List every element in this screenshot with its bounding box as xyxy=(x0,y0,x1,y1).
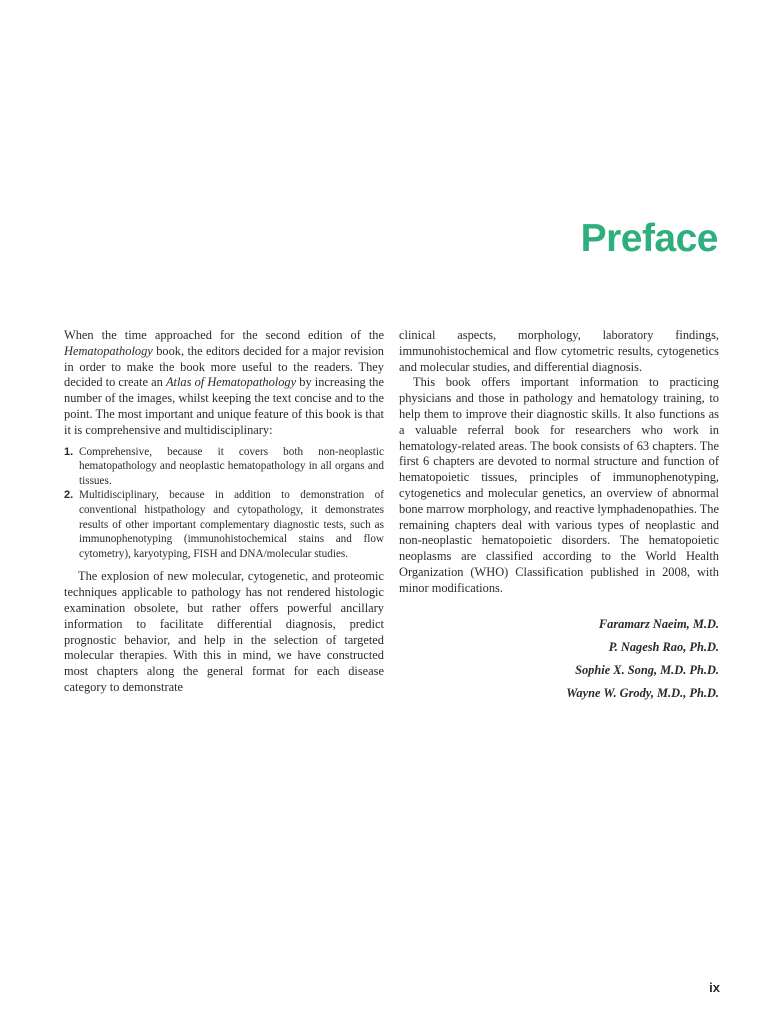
page-title: Preface xyxy=(580,217,718,261)
signature: P. Nagesh Rao, Ph.D. xyxy=(608,639,719,654)
signature-block xyxy=(399,613,719,705)
intro-paragraph xyxy=(64,328,384,439)
page-number: ix xyxy=(709,980,720,995)
list-item xyxy=(64,488,384,561)
list-item xyxy=(64,445,384,489)
intro-text-c: book, the editors decided for a major revision in order to make the book more useful to the readers. They decided to create an xyxy=(64,343,384,390)
left-column xyxy=(64,328,384,696)
signature: Sophie X. Song, M.D. Ph.D. xyxy=(575,662,719,677)
list-item-number: 2. xyxy=(64,489,74,502)
signature: Wayne W. Grody, M.D., Ph.D. xyxy=(566,685,719,700)
body-paragraph: This book offers important information to practicing physicians and those in pathology and hematology training, to help them to improve their diagnostic skills. It also functions as a valuable referral book for researchers who work in hematology-related areas. The book consists of 63 chapters. The first 6 chapters are devoted to normal structure and function of hematopoietic tissues, principles of immunophenotyping, cytogenetics and molecular genetics, an overview of abnormal bone marrow morphology, and reactive lymphadenopathies. The remaining chapters deal with various types of neoplastic and non-neoplastic hematopoietic disorders. The hematopoietic neoplasms are classified according to the World Health Organization (WHO) Classification published in 2008, with minor modifications. xyxy=(399,375,719,595)
list-item-number: 1. xyxy=(64,445,74,458)
list-item-text: Comprehensive, because it covers both non-neoplastic hematopathology and neoplastic hematopathology in all organs and tissues. xyxy=(79,445,384,487)
feature-list xyxy=(64,445,384,562)
signature: Faramarz Naeim, M.D. xyxy=(598,616,719,631)
intro-atlas-title: Atlas of Hematopathology xyxy=(165,375,297,390)
intro-text-a: When the time approached for the second edition of the xyxy=(64,328,384,342)
list-item-text: Multidisciplinary, because in addition to demonstration of conventional histpathology and cytopathology, it demonstrates results of other important complementary diagnostic tests, such as immunophenotyping (immunohistochemical stains and flow cytometry), karyotyping, FISH and DNA/molecular studies. xyxy=(79,489,384,560)
continued-paragraph: clinical aspects, morphology, laboratory findings, immunohistochemical and flow cytometric results, cytogenetics and molecular studies, and differential diagnosis. xyxy=(399,328,719,374)
intro-book-title: Hematopathology xyxy=(64,343,153,358)
body-paragraph: The explosion of new molecular, cytogenetic, and proteomic techniques applicable to pathology has not rendered histologic examination obsolete, but rather offers powerful ancillary information to facilitate differential diagnosis, predict prognostic behavior, and help in the selection of targeted molecular therapies. With this in mind, we have constructed most chapters along the general format for each disease category to demonstrate xyxy=(64,569,384,694)
right-column xyxy=(399,328,719,705)
intro-text-e: by increasing the number of the images, whilst keeping the text concise and to the point. The most important and unique feature of this book is that it is comprehensive and multidisciplinary: xyxy=(64,375,384,437)
